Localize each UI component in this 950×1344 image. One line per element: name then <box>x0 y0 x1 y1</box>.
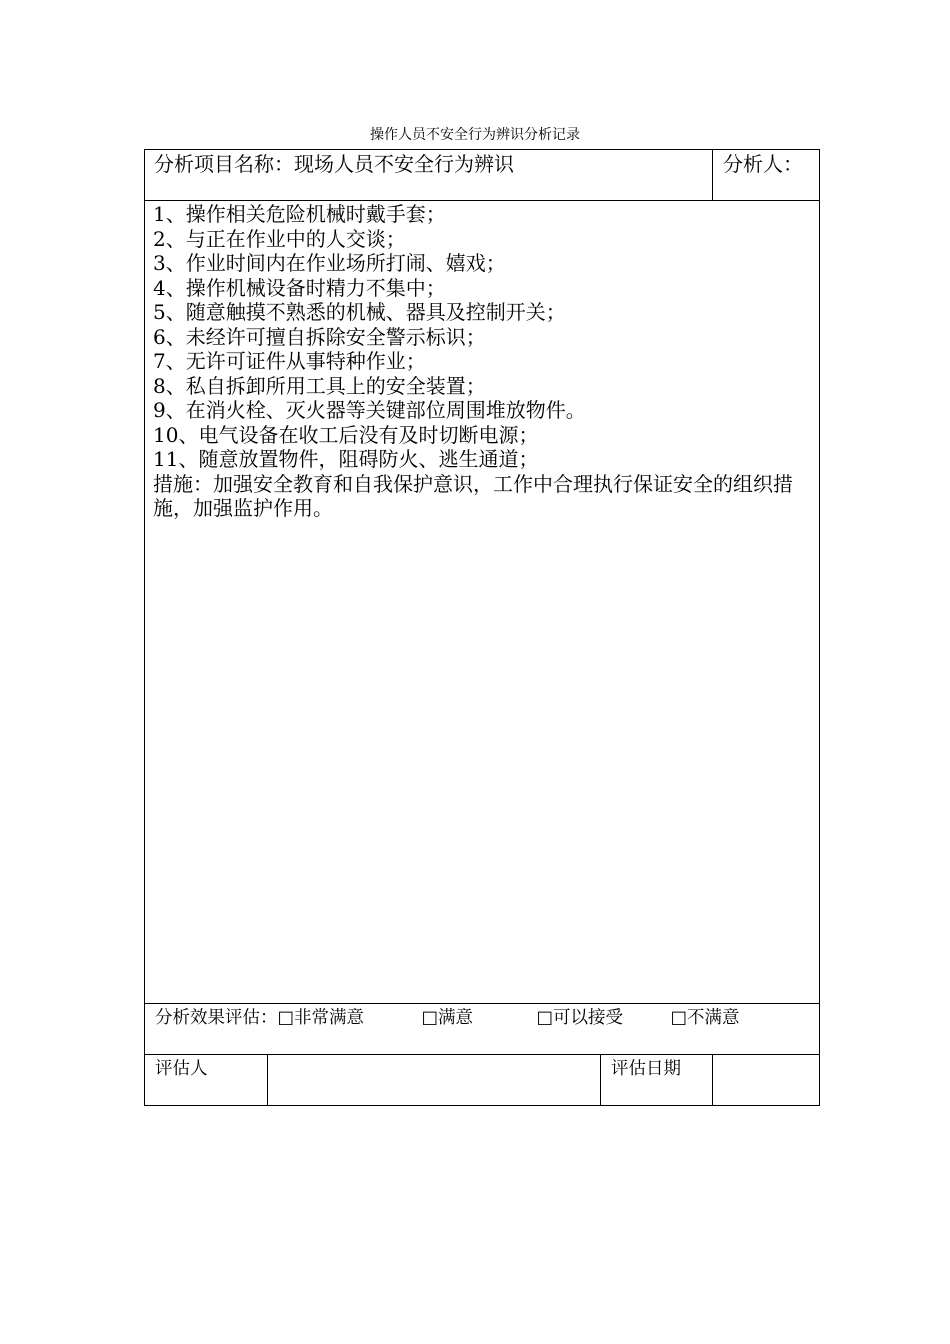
list-item: 4、操作机械设备时精力不集中； <box>153 275 446 300</box>
option-very-satisfied[interactable]: □非常满意 <box>277 1008 365 1028</box>
analyst-cell[interactable] <box>713 150 820 201</box>
document-title: 操作人员不安全行为辨识分析记录 <box>370 127 580 143</box>
date-label: 评估日期 <box>611 1059 681 1079</box>
header-row <box>145 150 820 201</box>
list-item: 1、操作相关危险机械时戴手套； <box>153 202 446 226</box>
evaluation-cell <box>145 1004 820 1055</box>
signoff-row <box>145 1055 820 1106</box>
evaluator-label: 评估人 <box>155 1059 208 1079</box>
list-item: 2、与正在作业中的人交谈； <box>153 226 406 251</box>
measures-text: 措施：加强安全教育和自我保护意识，工作中合理执行保证安全的组织措施，加强监护作用。 <box>153 471 793 520</box>
content-cell <box>145 201 820 1004</box>
list-item: 3、作业时间内在作业场所打闹、嬉戏； <box>153 251 506 275</box>
date-label-cell <box>601 1055 713 1106</box>
list-item: 6、未经许可擅自拆除安全警示标识； <box>153 324 486 349</box>
option-satisfied[interactable]: □满意 <box>421 1008 474 1028</box>
evaluator-label-cell <box>145 1055 268 1106</box>
project-name: 分析项目名称：现场人员不安全行为辨识 <box>154 152 514 176</box>
evaluation-row <box>145 1004 820 1055</box>
evaluator-field[interactable] <box>268 1055 601 1106</box>
list-item: 11、随意放置物件，阻碍防火、逃生通道； <box>153 447 539 471</box>
content-row <box>145 201 820 1004</box>
analyst-label: 分析人： <box>723 152 803 176</box>
list-item: 5、随意触摸不熟悉的机械、器具及控制开关； <box>153 300 566 324</box>
option-acceptable[interactable]: □可以接受 <box>536 1008 624 1028</box>
list-item: 9、在消火栓、灭火器等关键部位周围堆放物件。 <box>153 398 586 422</box>
option-unsatisfied[interactable]: □不满意 <box>670 1008 740 1028</box>
list-item: 8、私自拆卸所用工具上的安全装置； <box>153 373 486 398</box>
list-item: 7、无许可证件从事特种作业； <box>153 349 426 373</box>
list-item: 10、电气设备在收工后没有及时切断电源； <box>153 422 539 447</box>
analysis-record-form <box>144 149 820 1106</box>
project-name-cell <box>145 150 713 201</box>
date-field[interactable] <box>713 1055 820 1106</box>
evaluation-label: 分析效果评估： <box>155 1008 278 1028</box>
